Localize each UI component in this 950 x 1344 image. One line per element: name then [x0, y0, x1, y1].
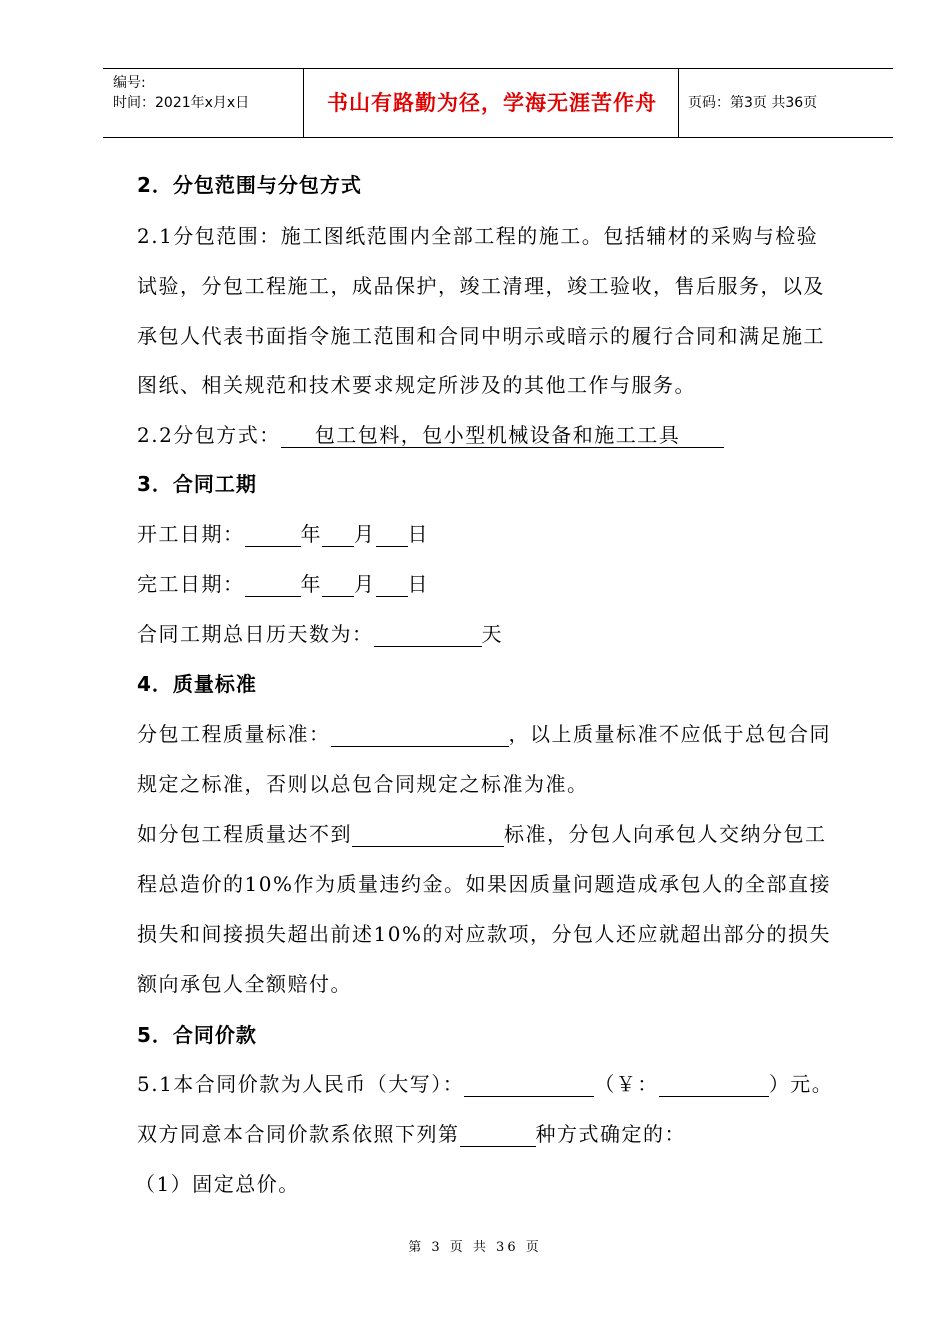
section-4-title: 4．质量标准: [137, 672, 257, 696]
header-divider: [303, 69, 304, 137]
paragraph-line: 承包人代表书面指令施工范围和合同中明示或暗示的履行合同和满足施工: [137, 324, 825, 348]
month-blank[interactable]: [322, 518, 354, 547]
section-5-title: 5．合同价款: [137, 1023, 257, 1047]
paragraph-line: 试验，分包工程施工，成品保护，竣工清理，竣工验收，售后服务，以及: [137, 274, 825, 298]
page-header: [103, 68, 893, 138]
price-label: 5.1本合同价款为人民币（大写）：: [137, 1072, 465, 1096]
duration-unit: 天: [481, 622, 503, 646]
start-date-line: [137, 509, 429, 559]
penalty-pre: 如分包工程质量达不到: [137, 822, 352, 846]
subcontract-method-line: [137, 410, 724, 460]
method-pre: 双方同意本合同价款系依照下列第: [137, 1122, 460, 1146]
paragraph-line: 规定之标准，否则以总包合同规定之标准为准。: [137, 772, 589, 796]
price-method-line: [137, 1109, 686, 1159]
month-label: 月: [354, 572, 376, 596]
page-footer: 第 3 页 共 36 页: [408, 1240, 542, 1255]
paragraph-line: 2.1分包范围：施工图纸范围内全部工程的施工。包括辅材的采购与检验: [137, 224, 819, 248]
year-blank[interactable]: [245, 518, 301, 547]
penalty-line: [137, 809, 827, 859]
quality-blank[interactable]: [331, 718, 509, 747]
quality-target-blank[interactable]: [352, 818, 504, 847]
end-date-label: 完工日期：: [137, 572, 245, 596]
header-page-number: 页码：第3页 共36页: [688, 95, 818, 111]
duration-line: [137, 609, 503, 659]
paragraph-line: 损失和间接损失超出前述10%的对应款项，分包人还应就超出部分的损失: [137, 922, 831, 946]
price-end: ）元。: [768, 1072, 834, 1096]
duration-blank[interactable]: [374, 618, 482, 647]
month-blank[interactable]: [322, 568, 354, 597]
quality-label: 分包工程质量标准：: [137, 722, 331, 746]
document-number-label: 编号:: [113, 75, 146, 91]
duration-label: 合同工期总日历天数为：: [137, 622, 374, 646]
method-blank[interactable]: [460, 1118, 536, 1147]
start-date-label: 开工日期：: [137, 522, 245, 546]
fixed-total-price-option: （1）固定总价。: [135, 1172, 300, 1196]
paragraph-line: 额向承包人全额赔付。: [137, 972, 352, 996]
subcontract-method-value: 包工包料，包小型机械设备和施工工具: [281, 423, 725, 448]
quality-rest: ，以上质量标准不应低于总包合同: [508, 722, 831, 746]
day-blank[interactable]: [376, 518, 408, 547]
price-number-blank[interactable]: [659, 1068, 769, 1097]
penalty-post: 标准，分包人向承包人交纳分包工: [504, 822, 827, 846]
section-3-title: 3．合同工期: [137, 472, 257, 496]
price-words-blank[interactable]: [464, 1068, 594, 1097]
year-label: 年: [300, 522, 322, 546]
end-date-line: [137, 559, 429, 609]
price-line: [137, 1059, 833, 1109]
header-divider: [678, 69, 679, 137]
section-2-title: 2．分包范围与分包方式: [137, 173, 362, 197]
day-label: 日: [407, 572, 429, 596]
method-post: 种方式确定的：: [535, 1122, 686, 1146]
quality-line: [137, 709, 831, 759]
subcontract-method-label: 2.2分包方式：: [137, 423, 281, 447]
year-blank[interactable]: [245, 568, 301, 597]
day-blank[interactable]: [376, 568, 408, 597]
month-label: 月: [354, 522, 376, 546]
day-label: 日: [407, 522, 429, 546]
price-mid: （￥：: [594, 1072, 659, 1096]
header-left: [113, 73, 249, 113]
year-label: 年: [300, 572, 322, 596]
header-motto: 书山有路勤为径，学海无涯苦作舟: [327, 91, 657, 115]
paragraph-line: 图纸、相关规范和技术要求规定所涉及的其他工作与服务。: [137, 373, 696, 397]
document-time-label: 时间：2021年x月x日: [113, 95, 250, 111]
paragraph-line: 程总造价的10%作为质量违约金。如果因质量问题造成承包人的全部直接: [137, 872, 831, 896]
